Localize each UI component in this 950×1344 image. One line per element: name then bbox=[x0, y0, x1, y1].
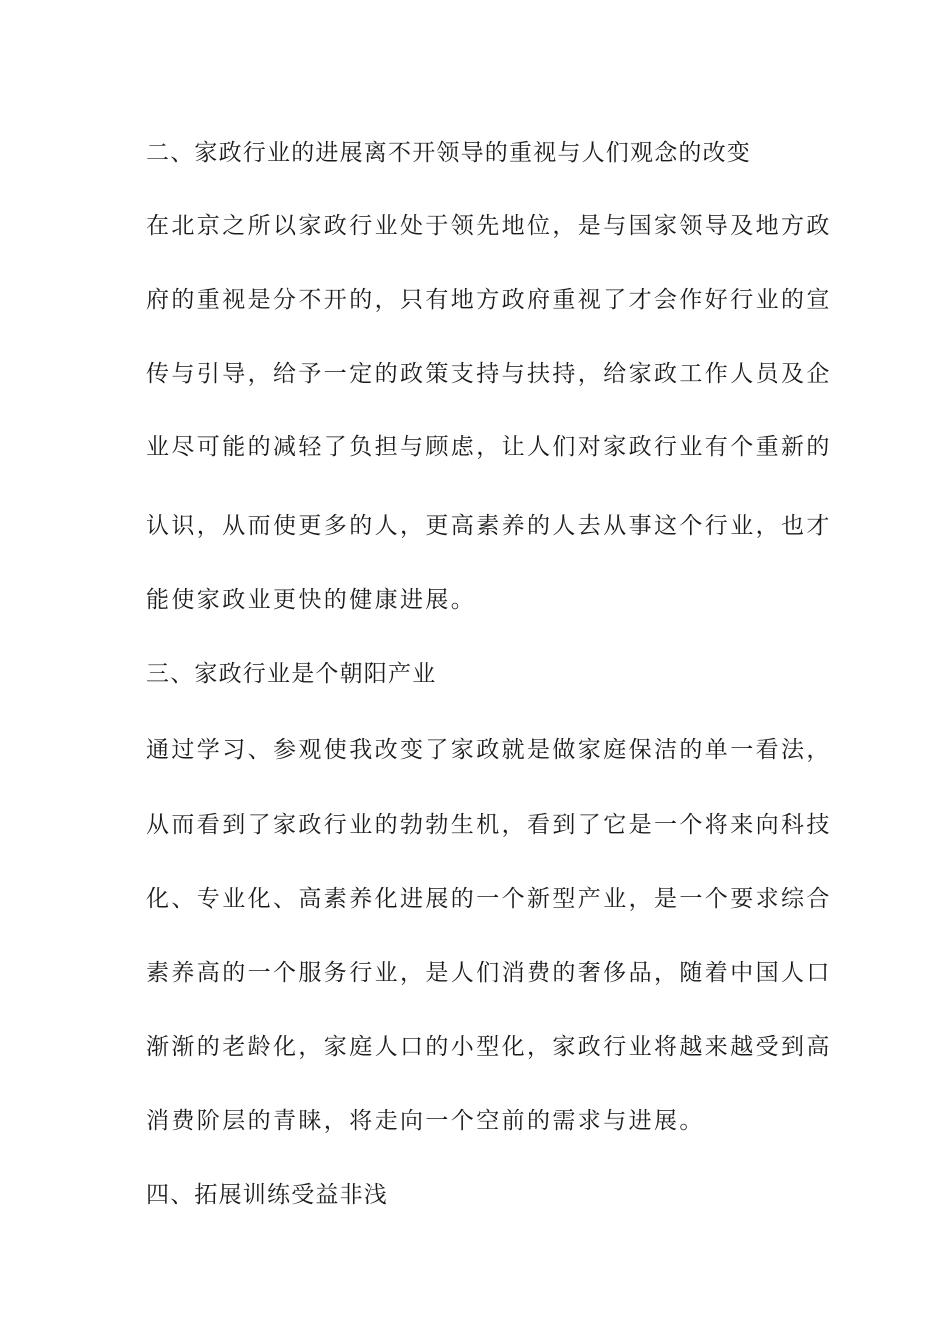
paragraph-line: 能使家政业更快的健康进展。 bbox=[146, 587, 477, 613]
paragraph-line: 通过学习、参观使我改变了家政就是做家庭保洁的单一看法， bbox=[146, 737, 832, 763]
paragraph-line: 消费阶层的青睐，将走向一个空前的需求与进展。 bbox=[146, 1108, 705, 1134]
paragraph-line: 渐渐的老龄化，家庭人口的小型化，家政行业将越来越受到高 bbox=[146, 1034, 832, 1060]
paragraph-line: 在北京之所以家政行业处于领先地位，是与国家领导及地方政 bbox=[146, 213, 832, 239]
paragraph-line: 素养高的一个服务行业，是人们消费的奢侈品，随着中国人口 bbox=[146, 960, 832, 986]
paragraph-line: 传与引导，给予一定的政策支持与扶持，给家政工作人员及企 bbox=[146, 361, 832, 387]
paragraph-line: 认识，从而使更多的人，更高素养的人去从事这个行业，也才 bbox=[146, 513, 832, 539]
paragraph-line: 从而看到了家政行业的勃勃生机，看到了它是一个将来向科技 bbox=[146, 812, 832, 838]
paragraph-line: 业尽可能的减轻了负担与顾虑，让人们对家政行业有个重新的 bbox=[146, 434, 832, 460]
section-heading-2: 二、家政行业的进展离不开领导的重视与人们观念的改变 bbox=[146, 140, 751, 166]
paragraph-line: 化、专业化、高素养化进展的一个新型产业，是一个要求综合 bbox=[146, 886, 832, 912]
section-heading-4: 四、拓展训练受益非浅 bbox=[146, 1182, 388, 1208]
section-heading-3: 三、家政行业是个朝阳产业 bbox=[146, 661, 437, 687]
paragraph-line: 府的重视是分不开的，只有地方政府重视了才会作好行业的宣 bbox=[146, 287, 832, 313]
